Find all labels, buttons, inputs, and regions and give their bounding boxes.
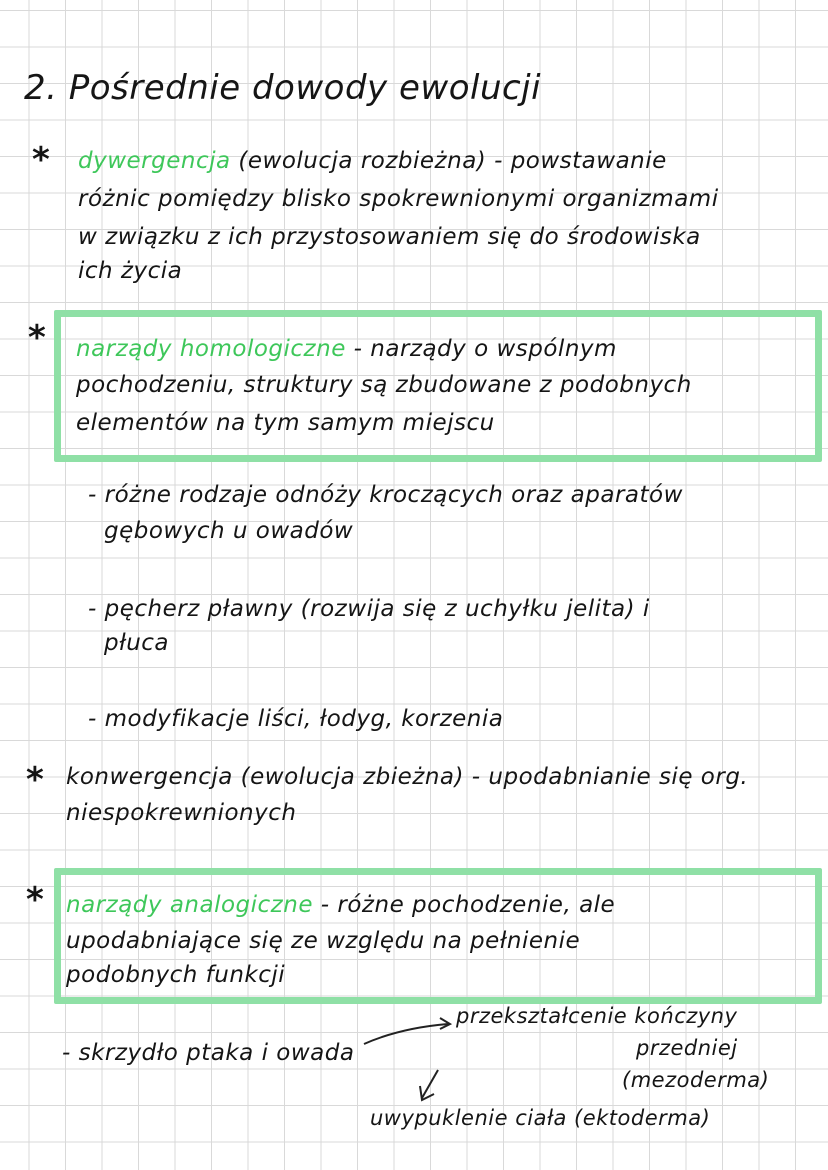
- arrow-to-bird-note: [364, 1024, 448, 1044]
- example-1-line-1: - różne rodzaje odnóży kroczących oraz aparatów: [88, 482, 683, 508]
- example-2-line-1: - pęcherz pławny (rozwija się z uchyłku jelita) i: [88, 596, 650, 622]
- bullet-star: *: [28, 318, 46, 358]
- term-homologous: narządy homologiczne: [76, 336, 346, 362]
- homologous-text: - narządy o wspólnym: [353, 336, 617, 362]
- bird-note-line-2: przedniej: [636, 1036, 738, 1060]
- bullet-star: *: [26, 880, 44, 920]
- term-analogous: narządy analogiczne: [66, 892, 313, 918]
- homologous-line-2: pochodzeniu, struktury są zbudowane z podobnych: [76, 372, 692, 398]
- divergence-line-2: różnic pomiędzy blisko spokrewnionymi organizmami: [78, 186, 719, 212]
- bird-note-line-3: (mezoderma): [622, 1068, 770, 1092]
- divergence-line-4: ich życia: [78, 258, 183, 284]
- analogous-line-1: [66, 892, 615, 918]
- term-divergence: dywergencja: [78, 148, 231, 174]
- example-2-line-2: płuca: [104, 630, 170, 656]
- example-3: - modyfikacje liści, łodyg, korzenia: [88, 706, 504, 732]
- arrow-to-insect-note: [422, 1070, 438, 1098]
- analogous-example: - skrzydło ptaka i owada: [62, 1040, 355, 1066]
- convergence-line-2: niespokrewnionych: [66, 800, 297, 826]
- bullet-star: *: [32, 140, 50, 180]
- page-title: 2. Pośrednie dowody ewolucji: [24, 68, 542, 108]
- bird-note-line-1: przekształcenie kończyny: [456, 1004, 738, 1028]
- insect-note: uwypuklenie ciała (ektoderma): [370, 1106, 711, 1130]
- example-1-line-2: gębowych u owadów: [104, 518, 354, 544]
- convergence-line-1: konwergencja (ewolucja zbieżna) - upodabnianie się org.: [66, 764, 749, 790]
- bullet-star: *: [26, 760, 44, 800]
- analogous-line-2: upodabniające się ze względu na pełnienie: [66, 928, 581, 954]
- divergence-line-1: [78, 148, 667, 174]
- homologous-line-3: elementów na tym samym miejscu: [76, 410, 495, 436]
- divergence-text: (ewolucja rozbieżna) - powstawanie: [238, 148, 667, 174]
- homologous-line-1: [76, 336, 617, 362]
- divergence-line-3: w związku z ich przystosowaniem się do środowiska: [78, 224, 701, 250]
- analogous-text: - różne pochodzenie, ale: [320, 892, 616, 918]
- analogous-line-3: podobnych funkcji: [66, 962, 286, 988]
